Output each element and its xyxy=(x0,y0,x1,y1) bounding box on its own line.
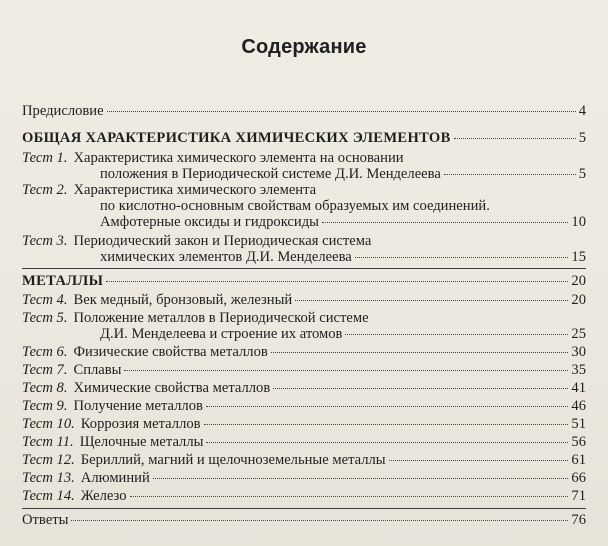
page-title: Содержание xyxy=(241,36,367,58)
entry-label: положения в Периодической системе Д.И. Менделеева xyxy=(100,166,441,182)
leader-dots xyxy=(271,352,569,353)
toc-entry-test-2-cont[interactable] xyxy=(22,214,586,230)
page-number: 30 xyxy=(571,344,586,360)
entry-label: Алюминий xyxy=(80,470,150,486)
page-number: 41 xyxy=(571,380,586,396)
test-number: Тест 1. xyxy=(22,150,68,166)
test-number: Тест 13. xyxy=(22,470,75,486)
test-number: Тест 12. xyxy=(22,452,75,468)
table-of-contents xyxy=(22,0,586,546)
toc-entry-test-12[interactable] xyxy=(22,452,586,468)
toc-entry-answers[interactable] xyxy=(22,512,586,528)
leader-dots xyxy=(130,496,569,497)
leader-dots xyxy=(454,138,576,139)
page-number: 35 xyxy=(571,362,586,378)
page-number: 56 xyxy=(571,434,586,450)
entry-label: Химические свойства металлов xyxy=(73,380,271,396)
entry-label: по кислотно-основным свойствам образуемых им соединений. xyxy=(100,198,490,214)
toc-entry-test-8[interactable] xyxy=(22,380,586,396)
toc-entry-test-3[interactable] xyxy=(22,233,586,249)
entry-label: Железо xyxy=(80,488,127,504)
entry-label: Щелочные металлы xyxy=(79,434,204,450)
toc-entry-test-2[interactable] xyxy=(22,182,586,198)
leader-dots xyxy=(107,111,576,112)
toc-entry-test-3-cont[interactable] xyxy=(22,249,586,265)
page-number: 51 xyxy=(571,416,586,432)
test-number: Тест 10. xyxy=(22,416,75,432)
toc-section-general[interactable] xyxy=(22,130,586,146)
toc-entry-test-11[interactable] xyxy=(22,434,586,450)
test-number: Тест 6. xyxy=(22,344,68,360)
leader-dots xyxy=(345,334,568,335)
section-divider xyxy=(22,508,586,509)
test-number: Тест 7. xyxy=(22,362,68,378)
toc-entry-test-14[interactable] xyxy=(22,488,586,504)
entry-label: Характеристика химического элемента на основании xyxy=(73,150,404,166)
page-number: 20 xyxy=(571,273,586,289)
entry-label: Характеристика химического элемента xyxy=(73,182,317,198)
page-number: 66 xyxy=(571,470,586,486)
toc-entry-test-1[interactable] xyxy=(22,150,586,166)
test-number: Тест 5. xyxy=(22,310,68,326)
test-number: Тест 11. xyxy=(22,434,74,450)
entry-label: Век медный, бронзовый, железный xyxy=(73,292,293,308)
entry-label: Физические свойства металлов xyxy=(73,344,268,360)
page-number: 5 xyxy=(578,166,586,182)
entry-label: Амфотерные оксиды и гидроксиды xyxy=(100,214,319,230)
toc-entry-test-13[interactable] xyxy=(22,470,586,486)
entry-label: Сплавы xyxy=(73,362,122,378)
toc-entry-test-4[interactable] xyxy=(22,292,586,308)
leader-dots xyxy=(273,388,568,389)
toc-entry-test-7[interactable] xyxy=(22,362,586,378)
page-number: 5 xyxy=(578,130,586,146)
test-number: Тест 2. xyxy=(22,182,68,198)
leader-dots xyxy=(355,257,569,258)
entry-label: Положение металлов в Периодической системе xyxy=(73,310,369,326)
toc-entry-test-5[interactable] xyxy=(22,310,586,326)
leader-dots xyxy=(444,174,576,175)
leader-dots xyxy=(106,281,568,282)
test-number: Тест 8. xyxy=(22,380,68,396)
page-number: 61 xyxy=(571,452,586,468)
section-divider xyxy=(22,268,586,269)
toc-entry-test-1-cont[interactable] xyxy=(22,166,586,182)
page-number: 25 xyxy=(571,326,586,342)
entry-label: Бериллий, магний и щелочноземельные металлы xyxy=(80,452,386,468)
entry-label: Получение металлов xyxy=(73,398,203,414)
page-number: 4 xyxy=(578,103,586,119)
page-number: 71 xyxy=(571,488,586,504)
page-number: 20 xyxy=(571,292,586,308)
leader-dots xyxy=(124,370,568,371)
toc-section-metals[interactable] xyxy=(22,273,586,289)
leader-dots xyxy=(71,520,568,521)
section-heading: ОБЩАЯ ХАРАКТЕРИСТИКА ХИМИЧЕСКИХ ЭЛЕМЕНТОВ xyxy=(22,130,451,146)
toc-entry-test-6[interactable] xyxy=(22,344,586,360)
page-number: 46 xyxy=(571,398,586,414)
toc-entry-test-10[interactable] xyxy=(22,416,586,432)
leader-dots xyxy=(153,478,569,479)
leader-dots xyxy=(389,460,569,461)
page-number: 10 xyxy=(571,214,586,230)
entry-label: Периодический закон и Периодическая система xyxy=(73,233,372,249)
test-number: Тест 14. xyxy=(22,488,75,504)
entry-label: Коррозия металлов xyxy=(80,416,201,432)
section-heading: МЕТАЛЛЫ xyxy=(22,273,104,289)
entry-label: химических элементов Д.И. Менделеева xyxy=(100,249,352,265)
page-number: 15 xyxy=(571,249,586,265)
leader-dots xyxy=(206,442,568,443)
entry-label: Предисловие xyxy=(22,103,104,119)
test-number: Тест 9. xyxy=(22,398,68,414)
test-number: Тест 3. xyxy=(22,233,68,249)
toc-entry-preface[interactable] xyxy=(22,103,586,119)
entry-label: Д.И. Менделеева и строение их атомов xyxy=(100,326,343,342)
toc-entry-test-9[interactable] xyxy=(22,398,586,414)
leader-dots xyxy=(322,222,568,223)
test-number: Тест 4. xyxy=(22,292,68,308)
leader-dots xyxy=(204,424,569,425)
leader-dots xyxy=(206,406,569,407)
toc-entry-test-5-cont[interactable] xyxy=(22,326,586,342)
leader-dots xyxy=(295,300,568,301)
entry-label: Ответы xyxy=(22,512,69,528)
page-number: 76 xyxy=(571,512,586,528)
